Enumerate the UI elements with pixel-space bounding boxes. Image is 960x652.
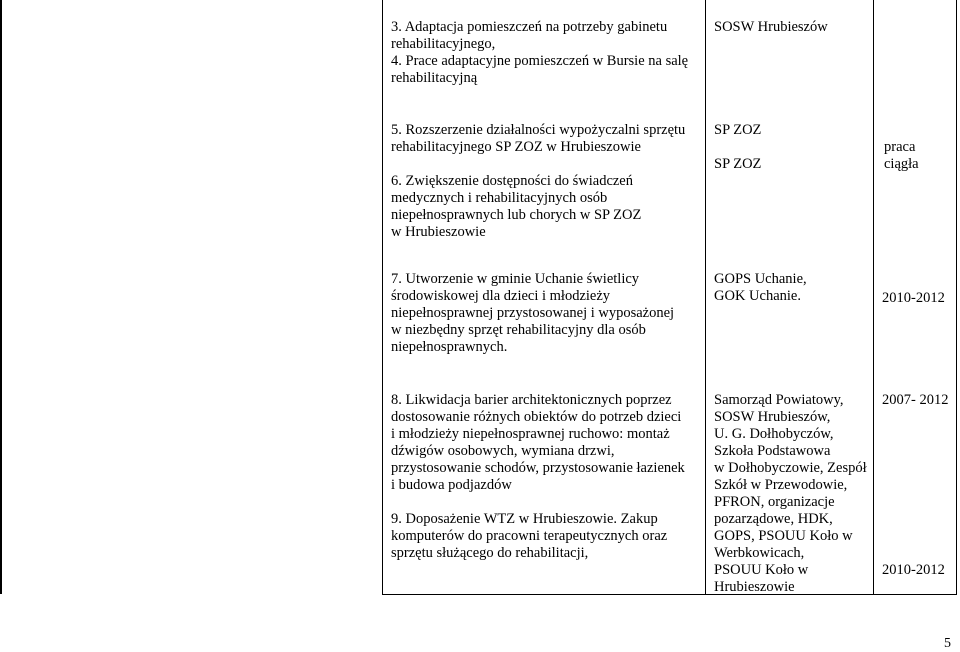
row1-responsible-line: SOSW Hrubieszów (714, 19, 828, 35)
row2-task-line: rehabilitacyjnego SP ZOZ w Hrubieszowie (391, 139, 641, 155)
left-edge-bar (0, 0, 2, 594)
row4-task-line: i budowa podjazdów (391, 477, 512, 493)
page-number: 5 (944, 636, 951, 651)
row2-period-line: ciągła (884, 156, 919, 172)
row4-responsible-line: Samorząd Powiatowy, (714, 392, 844, 408)
row4-task-line: przystosowanie schodów, przystosowanie łazienek (391, 460, 685, 476)
row2-task-line: medycznych i rehabilitacyjnych osób (391, 190, 608, 206)
row4-task-line: sprzętu służącego do rehabilitacji, (391, 545, 589, 561)
row4-responsible-line: Szkół w Przewodowie, (714, 477, 848, 493)
table-border-bottom (382, 594, 957, 595)
row4-responsible-line: pozarządowe, HDK, (714, 511, 833, 527)
row4-responsible-line: w Dołhobyczowie, Zespół (714, 460, 867, 476)
row3-task-line: 7. Utworzenie w gminie Uchanie świetlicy (391, 271, 640, 287)
row4-tasks (391, 392, 685, 562)
row4-task-line: 9. Doposażenie WTZ w Hrubieszowie. Zakup (391, 511, 658, 527)
row1-task-line: rehabilitacyjną (391, 70, 478, 86)
row4-task-line: dostosowanie różnych obiektów do potrzeb dzieci (391, 409, 682, 425)
row4-task-line: dźwigów osobowych, wymiana drzwi, (391, 443, 615, 459)
row4-responsible-line: U. G. Dołhobyczów, (714, 426, 834, 442)
row3-responsible (714, 271, 807, 305)
row4-task-line: i młodzieży niepełnosprawnej ruchowo: montaż (391, 426, 670, 442)
row2-responsible-line (714, 139, 761, 156)
row4-period-bottom: 2010-2012 (882, 562, 945, 578)
row4-responsible-line: PSOUU Koło w (714, 562, 809, 578)
row3-period (882, 290, 945, 307)
table-border-right (956, 0, 957, 594)
row3-task-line: niepełnosprawnej przystosowanej i wyposażonej (391, 305, 675, 321)
row2-task-line: 5. Rozszerzenie działalności wypożyczalni sprzętu (391, 122, 686, 138)
row4-responsible-line: Szkoła Podstawowa (714, 443, 831, 459)
row4-responsible (714, 392, 867, 596)
row2-tasks (391, 122, 685, 241)
row2-period (884, 139, 919, 173)
table-border-col2 (705, 0, 706, 594)
row3-responsible-line: GOPS Uchanie, (714, 271, 807, 287)
row4-responsible-line: PFRON, organizacje (714, 494, 835, 510)
row4-period-top: 2007- 2012 (882, 392, 949, 408)
row4-responsible-line: Hrubieszowie (714, 579, 795, 595)
row2-task-line: 6. Zwiększenie dostępności do świadczeń (391, 173, 633, 189)
row2-responsible-line: SP ZOZ (714, 122, 762, 138)
row4-responsible-line: SOSW Hrubieszów, (714, 409, 831, 425)
row3-tasks (391, 271, 674, 356)
row2-period-line: praca (884, 139, 916, 155)
row4-responsible-line: GOPS, PSOUU Koło w (714, 528, 853, 544)
table-border-col3 (873, 0, 874, 594)
row4-task-line: 8. Likwidacja barier architektonicznych poprzez (391, 392, 672, 408)
row1-tasks (391, 19, 688, 87)
table-border-left (382, 0, 383, 594)
row2-task-line: w Hrubieszowie (391, 224, 486, 240)
row2-responsible-line: SP ZOZ (714, 156, 762, 172)
row1-responsible (714, 19, 828, 36)
row2-task-line: niepełnosprawnych lub chorych w SP ZOZ (391, 207, 642, 223)
row1-task-line: rehabilitacyjnego, (391, 36, 496, 52)
row3-task-line: w niezbędny sprzęt rehabilitacyjny dla osób (391, 322, 646, 338)
row3-task-line: środowiskowej dla dzieci i młodzieży (391, 288, 611, 304)
row2-task-line (391, 156, 685, 173)
row3-task-line: niepełnosprawnych. (391, 339, 508, 355)
row4-task-line: komputerów do pracowni terapeutycznych oraz (391, 528, 668, 544)
row2-responsible (714, 122, 761, 173)
row3-responsible-line: GOK Uchanie. (714, 288, 801, 304)
row4-responsible-line: Werbkowicach, (714, 545, 805, 561)
row1-task-line: 4. Prace adaptacyjne pomieszczeń w Bursie na salę (391, 53, 689, 69)
row4-task-line (391, 494, 685, 511)
row3-period-line: 2010-2012 (882, 290, 945, 306)
row1-task-line: 3. Adaptacja pomieszczeń na potrzeby gabinetu (391, 19, 668, 35)
